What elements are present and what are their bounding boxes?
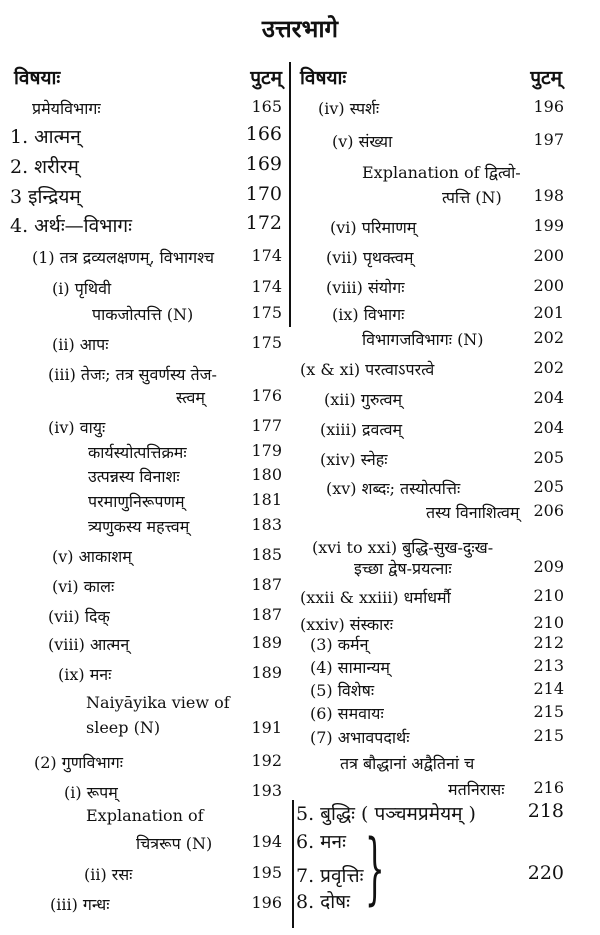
right-toc-entry: [310, 726, 564, 748]
toc-entry-page-number: 212: [533, 633, 564, 652]
toc-entry-title: Naiyāyika view of: [86, 693, 230, 712]
toc-entry-title: प्रमेयविभागः: [32, 99, 101, 118]
toc-entry-page-number: 175: [251, 333, 282, 352]
toc-entry-title: 6. मनः: [296, 831, 346, 853]
toc-entry-title: (iv) स्पर्शः: [318, 99, 380, 118]
left-toc-entry: [52, 333, 282, 355]
toc-entry-title: (6) समवायः: [310, 704, 384, 723]
toc-entry-title: (vii) पृथक्त्वम्: [326, 248, 414, 267]
left-toc-entry: [32, 246, 282, 268]
column-divider-upper: [289, 62, 291, 327]
toc-entry-page-number: 216: [533, 778, 564, 797]
toc-entry-page-number: 185: [251, 545, 282, 564]
toc-entry-page-number: 174: [251, 277, 282, 296]
toc-entry-title: तत्र बौद्धानां अद्वैतिनां च: [340, 754, 475, 773]
toc-entry-title: कार्यस्योत्पत्तिक्रमः: [88, 443, 187, 462]
toc-entry-title: (vi) परिमाणम्: [330, 218, 417, 237]
toc-entry-page-number: 218: [527, 800, 564, 822]
toc-entry-title: (4) सामान्यम्: [310, 658, 390, 677]
toc-entry-page-number: 179: [251, 441, 282, 460]
toc-entry-page-number: 213: [533, 656, 564, 675]
toc-entry-page-number: 198: [533, 186, 564, 205]
right-toc-entry: [310, 702, 564, 724]
toc-entry-page-number: 189: [251, 663, 282, 682]
toc-entry-title: (7) अभावपदार्थः: [310, 728, 410, 747]
left-toc-entry: [52, 545, 282, 567]
left-toc-entry: [50, 893, 282, 915]
toc-entry-page-number: 204: [533, 418, 564, 437]
toc-entry-page-number: 187: [251, 575, 282, 594]
toc-entry-title: उत्पन्नस्य विनाशः: [88, 467, 180, 486]
toc-entry-title: (i) रूपम्: [64, 783, 118, 802]
right-toc-entry: [300, 358, 564, 380]
toc-entry-page-number: 196: [533, 97, 564, 116]
toc-entry-page-number: 202: [533, 328, 564, 347]
toc-entry-title: Explanation of: [86, 806, 204, 825]
right-toc-entry: [426, 501, 564, 523]
right-toc-entry: [448, 778, 564, 800]
page-title: उत्तरभागे: [261, 14, 339, 43]
right-toc-entry: [296, 800, 564, 826]
left-toc-entry: [52, 575, 282, 597]
right-toc-entry: [300, 613, 564, 635]
right-toc-entry: [362, 161, 564, 183]
right-toc-entry: [332, 303, 564, 325]
left-subject-header: विषयाः: [14, 67, 61, 89]
toc-entry-title: 4. अर्थः—विभागः: [10, 215, 132, 237]
left-toc-entry: [34, 751, 282, 773]
toc-entry-title: (xv) शब्दः; तस्योत्पत्तिः: [326, 479, 461, 498]
toc-entry-title: (x & xi) परत्वाऽपरत्वे: [300, 360, 435, 379]
toc-entry-title: (xiv) स्नेहः: [320, 450, 388, 469]
right-toc-entry: [354, 557, 564, 579]
toc-entry-page-number: 199: [533, 216, 564, 235]
right-toc-entry: [300, 586, 564, 608]
toc-entry-title: (viii) आत्मन्: [48, 635, 130, 654]
left-toc-entry: [32, 97, 282, 119]
toc-entry-page-number: 195: [251, 863, 282, 882]
right-page-header: पुटम्: [530, 67, 562, 89]
left-toc-entry: [10, 123, 282, 149]
toc-entry-title: 8. दोषः: [296, 891, 350, 913]
toc-entry-title: (ix) विभागः: [332, 305, 405, 324]
toc-entry-page-number: 172: [245, 212, 282, 234]
toc-entry-title: चित्ररूप (N): [136, 834, 213, 853]
toc-entry-page-number: 175: [251, 303, 282, 322]
toc-entry-title: sleep (N): [86, 718, 161, 737]
left-page-header: पुटम्: [250, 67, 282, 89]
toc-entry-title: त्र्यणुकस्य महत्त्वम्: [88, 517, 190, 536]
right-toc-entry: [310, 656, 564, 678]
toc-entry-page-number: 210: [533, 586, 564, 605]
toc-entry-page-number: 170: [245, 183, 282, 205]
left-toc-entry: [136, 832, 282, 854]
toc-entry-title: (xvi to xxi) बुद्धि-सुख-दुःख-: [312, 538, 494, 557]
toc-entry-page-number: 166: [245, 123, 282, 145]
right-toc-entry: [362, 328, 564, 350]
toc-entry-title: (ix) मनः: [58, 665, 112, 684]
toc-entry-page-number: 191: [251, 718, 282, 737]
toc-entry-page-number: 192: [251, 751, 282, 770]
left-toc-entry: [176, 386, 282, 408]
toc-entry-title: (ii) रसः: [84, 865, 133, 884]
left-toc-entry: [48, 363, 282, 385]
toc-entry-page-number: 180: [251, 465, 282, 484]
right-toc-entry: [332, 130, 564, 152]
right-subject-header: विषयाः: [300, 67, 347, 89]
toc-entry-title: 3 इन्द्रियम्: [10, 186, 81, 208]
toc-entry-page-number: 210: [533, 613, 564, 632]
toc-entry-page-number: 215: [533, 726, 564, 745]
toc-entry-title: 7. प्रवृत्तिः: [296, 865, 364, 887]
toc-entry-page-number: 202: [533, 358, 564, 377]
toc-entry-page-number: 187: [251, 605, 282, 624]
toc-entry-title: तस्य विनाशित्वम्: [426, 503, 520, 522]
toc-entry-page-number: 165: [251, 97, 282, 116]
left-toc-entry: [52, 277, 282, 299]
left-toc-entry: [92, 303, 282, 325]
right-toc-entry: [326, 246, 564, 268]
toc-entry-title: (xiii) द्रवत्वम्: [320, 420, 403, 439]
toc-entry-title: (v) संख्या: [332, 132, 393, 151]
toc-entry-title: (1) तत्र द्रव्यलक्षणम्, विभागश्च: [32, 248, 215, 267]
toc-entry-title: परमाणुनिरूपणम्: [88, 492, 185, 511]
toc-entry-title: (3) कर्मन्: [310, 635, 369, 654]
toc-entry-page-number: 176: [251, 386, 282, 405]
toc-entry-title: स्त्वम्: [176, 388, 205, 407]
toc-entry-title: मतनिरासः: [448, 780, 505, 799]
right-toc-entry: [340, 752, 564, 774]
right-toc-entry: [326, 276, 564, 298]
toc-entry-page-number: 200: [533, 246, 564, 265]
toc-entry-page-number: 174: [251, 246, 282, 265]
right-toc-entry: [324, 388, 564, 410]
left-toc-entry: [88, 465, 282, 487]
toc-entry-title: (iv) वायुः: [48, 418, 106, 437]
toc-entry-title: (iii) गन्धः: [50, 895, 110, 914]
left-toc-entry: [86, 806, 282, 825]
left-toc-entry: [10, 153, 282, 179]
toc-entry-title: (xxiv) संस्कारः: [300, 615, 394, 634]
toc-entry-page-number: 201: [533, 303, 564, 322]
toc-entry-title: (2) गुणविभागः: [34, 753, 123, 772]
column-divider-lower: [292, 800, 294, 928]
toc-entry-title: (vi) कालः: [52, 577, 115, 596]
toc-entry-page-number: 169: [245, 153, 282, 175]
toc-entry-title: इच्छा द्वेष-प्रयत्नाः: [354, 559, 452, 578]
left-toc-entry: [48, 605, 282, 627]
right-toc-entry: [310, 679, 564, 701]
right-toc-entry: [326, 477, 564, 499]
right-toc-entry: [442, 186, 564, 208]
toc-entry-page-number: 204: [533, 388, 564, 407]
toc-entry-title: पाकजोत्पत्ति (N): [92, 305, 194, 324]
toc-entry-page-number: 183: [251, 515, 282, 534]
left-toc-entry: [88, 490, 282, 512]
toc-entry-page-number: 215: [533, 702, 564, 721]
left-toc-entry: [58, 663, 282, 685]
toc-entry-page-number: 205: [533, 477, 564, 496]
left-toc-entry: [48, 633, 282, 655]
left-toc-entry: [48, 416, 282, 438]
toc-entry-title: 2. शरीरम्: [10, 156, 79, 178]
toc-entry-page-number: 177: [251, 416, 282, 435]
toc-entry-title: Explanation of द्वित्वो-: [362, 163, 521, 182]
left-toc-entry: [10, 183, 282, 209]
toc-entry-page-number: 197: [533, 130, 564, 149]
toc-entry-page-number: 194: [251, 832, 282, 851]
toc-entry-page-number: 206: [533, 501, 564, 520]
right-toc-entry: [320, 418, 564, 440]
left-toc-entry: [88, 441, 282, 463]
left-toc-entry: [86, 693, 282, 712]
toc-entry-title: (ii) आपः: [52, 335, 109, 354]
right-toc-entry: [320, 448, 564, 470]
left-toc-entry: [64, 781, 282, 803]
right-toc-entry: [330, 216, 564, 238]
toc-entry-title: (vii) दिक्: [48, 607, 110, 626]
toc-entry-page-number: 193: [251, 781, 282, 800]
toc-entry-title: 5. बुद्धिः ( पञ्चमप्रमेयम् ): [296, 803, 476, 825]
grouping-brace: }: [364, 824, 385, 914]
toc-entry-title: (xii) गुरुत्वम्: [324, 390, 403, 409]
toc-entry-page-number: 181: [251, 490, 282, 509]
toc-entry-page-number: 209: [533, 557, 564, 576]
toc-entry-page-number: 220: [527, 862, 564, 884]
toc-entry-title: (iii) तेजः; तत्र सुवर्णस्य तेज-: [48, 365, 217, 384]
left-toc-entry: [86, 718, 282, 737]
toc-entry-title: (v) आकाशम्: [52, 547, 132, 566]
toc-entry-page-number: 214: [533, 679, 564, 698]
toc-entry-page-number: 189: [251, 633, 282, 652]
toc-entry-title: विभागजविभागः (N): [362, 330, 484, 349]
toc-entry-title: (viii) संयोगः: [326, 278, 405, 297]
left-toc-entry: [88, 515, 282, 537]
right-toc-entry: [312, 536, 564, 558]
toc-entry-page-number: 196: [251, 893, 282, 912]
toc-entry-page-number: 205: [533, 448, 564, 467]
toc-entry-title: (i) पृथिवी: [52, 279, 112, 298]
right-toc-entry: [296, 862, 564, 888]
left-toc-entry: [10, 212, 282, 238]
toc-entry-title: (xxii & xxiii) धर्माधर्मौ: [300, 588, 451, 607]
right-toc-entry: [318, 97, 564, 119]
right-toc-entry: [310, 633, 564, 655]
toc-entry-title: (5) विशेषः: [310, 681, 375, 700]
toc-entry-title: त्पत्ति (N): [442, 188, 502, 207]
toc-entry-page-number: 200: [533, 276, 564, 295]
toc-entry-title: 1. आत्मन्: [10, 126, 81, 148]
left-toc-entry: [84, 863, 282, 885]
